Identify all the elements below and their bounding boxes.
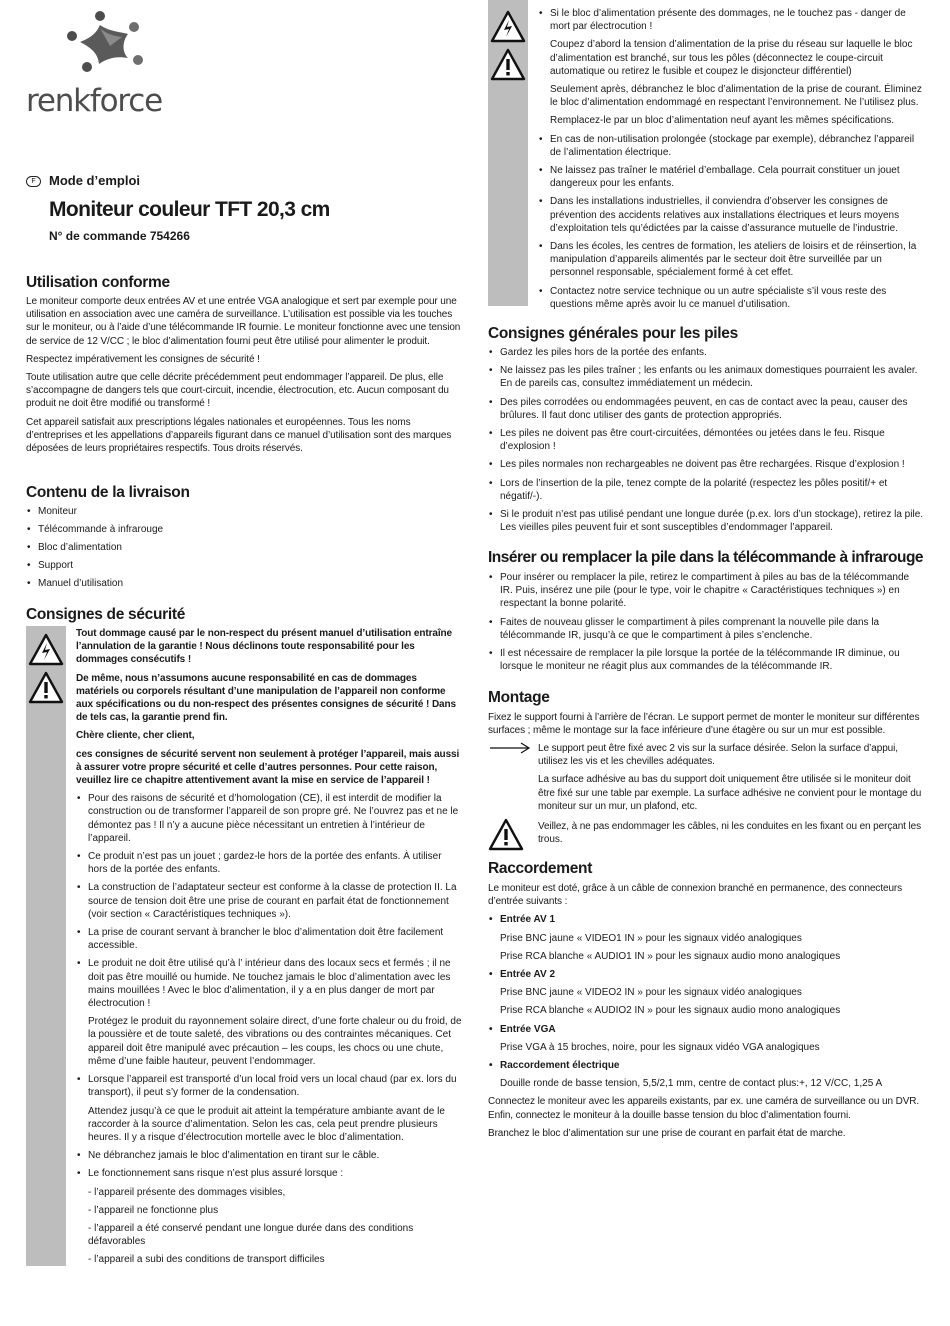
list-item: • Ne laissez pas traîner le matériel d’emballage. Cela pourrait constituer un jouet dangereux pour les enfants. [539, 165, 900, 190]
paragraph: Le moniteur est doté, grâce à un câble de connexion branché en permanence, des connecteurs d’entrée suivants : [488, 883, 903, 908]
list-item: • Entrée AV 2 [489, 969, 556, 981]
right-column [488, 0, 924, 1326]
list-item: • Entrée AV 1 [489, 914, 556, 926]
list-item: • Support [27, 560, 74, 571]
paragraph: Respectez impérativement les consignes de sécurité ! [26, 353, 260, 365]
electric-hazard-icon [490, 9, 526, 45]
paragraph: De même, nous n’assumons aucune responsabilité en cas de dommages matériels ou corporels résultant d’une manipulation de l’appareil non conforme aux spécifications ou du non-respect des présentes consignes de sécurité ! Dans de tels cas, la garantie prend fin. [76, 672, 456, 724]
section-title-safety: Consignes de sécurité [26, 606, 186, 623]
mounting-warning [538, 820, 924, 851]
paragraph: La surface adhésive au bas du support doit uniquement être utilisée si le moniteur doit être fixé sur une table par exemple. La surface adhésive ne convient pour le montage du moniteur sur un mur, un plafond, etc. [538, 774, 922, 812]
list-item: • Télécommande à infrarouge [27, 524, 164, 535]
paragraph: Seulement après, débranchez le bloc d’alimentation de la prise de courant. Éliminez le bloc d’alimentation endommagé en respectant l’environnement. Ne l’utilisez plus. [550, 84, 922, 109]
dash-item: - l’appareil présente des dommages visibles, [88, 1186, 286, 1198]
section-title-insert-battery: Insérer ou remplacer la pile dans la télécommande à infrarouge [488, 549, 924, 566]
list-item: • Lorsque l’appareil est transporté d’un local froid vers un local chaud (par ex. lors du transport), il peut s’y former de la condensation. [77, 1074, 457, 1099]
paragraph: Fixez le support fourni à l’arrière de l’écran. Le support permet de monter le moniteur sur différentes surfaces ; même le montage sur la face inférieure d’une étagère ou sur un mur est possible. [488, 712, 920, 737]
safety-section-continued [538, 7, 924, 316]
section-title-mounting: Montage [488, 689, 550, 706]
list-item: • Ne laissez pas les piles traîner ; les enfants ou les animaux domestiques pourraient les avaler. En de pareils cas, consultez immédiatement un médecin. [489, 365, 918, 390]
list-item: • Pour insérer ou remplacer la pile, retirez le compartiment à piles au bas de la télécommande IR. Puis, insérez une pile (pour le type, voir le chapitre « Caractéristiques techniques ») en respectant la bonne polarité. [489, 572, 910, 610]
paragraph: Le support peut être fixé avec 2 vis sur la surface désirée. Selon la surface d’appui, utilisez les vis et les chevilles adéquates. [538, 743, 898, 768]
paragraph: Coupez d’abord la tension d’alimentation de la prise du réseau sur laquelle le bloc d’alimentation est branché, sur tous les pôles (déconnectez le coupe-circuit automatique ou retirez le fusible et coupez le disjoncteur différentiel) [550, 39, 913, 77]
paragraph: Toute utilisation autre que celle décrite précédemment peut endommager l’appareil. De plus, elle s’accompagne de dangers tels que court-circuit, incendie, électrocution, etc. Aucun composant du produit ne doit être modifié ou transformé ! [26, 372, 449, 410]
list-item: • Entrée VGA [489, 1023, 556, 1035]
section-title-delivery: Contenu de la livraison [26, 484, 190, 501]
paragraph: Prise VGA à 15 broches, noire, pour les signaux vidéo VGA analogiques [500, 1041, 820, 1053]
list-item: • Les piles ne doivent pas être court-circuitées, démontées ou jetées dans le feu. Risque d’explosion ! [489, 428, 885, 453]
renkforce-logo [26, 6, 196, 124]
list-item: • Pour des raisons de sécurité et d’homologation (CE), il est interdit de modifier la construction ou de transformer l’appareil de son propre gré. Ne l’ouvrez pas et ne le démontez pas ! Il n’y a aucune pièce nécessitant un entretien à l’intérieur de l’appareil. [77, 793, 459, 844]
list-item: • Il est nécessaire de remplacer la pile lorsque la portée de la télécommande IR diminue, ou lorsque le moniteur ne réagit plus aux commandes de la télécommande IR. [489, 648, 900, 673]
language-badge: F [26, 176, 41, 187]
list-item: • Ce produit n’est pas un jouet ; gardez-le hors de la portée des enfants. À utiliser hors de la portée des enfants. [77, 851, 442, 876]
paragraph: Prise RCA blanche « AUDIO1 IN » pour les signaux audio mono analogiques [500, 950, 841, 962]
list-item: • Des piles corrodées ou endommagées peuvent, en cas de contact avec la peau, causer des brûlures. Il faut donc utiliser des gants de protection appropriés. [489, 396, 908, 421]
safety-sidebar [26, 626, 66, 1266]
connection-section [488, 882, 924, 1145]
list-item: • La construction de l’adaptateur secteur est conforme à la classe de protection II. La source de tension doit être une prise de courant en parfait état de fonctionnement (voir section « Caractéristiques techniques »). [77, 882, 457, 920]
paragraph: Remplacez-le par un bloc d’alimentation neuf ayant les mêmes spécifications. [550, 115, 895, 127]
list-item: • Le produit ne doit être utilisé qu’à l’ intérieur dans des locaux secs et fermés ; il ne doit pas être mouillé ou humide. Ne touchez jamais le bloc d’alimentation avec les mains mouillées ! Avec le bloc d’alimentation, il y a en plus danger de mort par électrocution ! [77, 958, 451, 1010]
list-item: • Dans les installations industrielles, il conviendra d’observer les consignes de prévention des accidents relatives aux installations électriques et leurs moyens d’exploitation tels qu’édictées par la caisse d’assurance mutuelle de l’industrie. [539, 196, 900, 234]
list-item: • Manuel d’utilisation [27, 578, 124, 589]
list-item: • Faites de nouveau glisser le compartiment à piles comprenant la nouvelle pile dans la télécommande IR, jusqu’à ce que le compartiment à piles s’enclenche. [489, 616, 880, 641]
paragraph: ces consignes de sécurité servent non seulement à protéger l’appareil, mais aussi à assurer votre propre sécurité et celle d’autres personnes. Pour cette raison, veuillez lire ce chapitre attentivement avant la mise en service de l’appareil ! [76, 748, 460, 787]
dash-item: - l’appareil a été conservé pendant une longue durée dans des conditions défavorables [88, 1222, 414, 1248]
list-item: • Bloc d’alimentation [27, 542, 122, 553]
mounting-section [488, 711, 924, 742]
insert-battery-section [488, 571, 924, 678]
list-item: • La prise de courant servant à brancher le bloc d’alimentation doit être facilement accessible. [77, 927, 444, 952]
arrow-right-icon [490, 742, 532, 754]
use-section [26, 295, 462, 460]
paragraph: Chère cliente, cher client, [76, 730, 195, 742]
dash-item: - l’appareil a subi des conditions de transport difficiles [88, 1254, 325, 1266]
paragraph: Prise BNC jaune « VIDEO1 IN » pour les signaux vidéo analogiques [500, 932, 802, 944]
list-item: • Ne débranchez jamais le bloc d’alimentation en tirant sur le câble. [77, 1150, 380, 1162]
safety-sidebar-continued [488, 0, 528, 306]
list-item: • Si le bloc d’alimentation présente des dommages, ne le touchez pas - danger de mort par électrocution ! [539, 8, 906, 33]
brand-wordmark: renkforce [26, 83, 162, 119]
paragraph: Prise BNC jaune « VIDEO2 IN » pour les signaux vidéo analogiques [500, 987, 802, 999]
order-number: N° de commande 754266 [49, 229, 190, 243]
delivery-list [26, 503, 462, 593]
paragraph: Protégez le produit du rayonnement solaire direct, d’une forte chaleur ou du froid, de la poussière et de toute saleté, des vibrations ou des contraintes mécaniques. Cet appareil doit être manipulé avec précaution – les coups, les chocs ou une chute, même d’une faible hauteur, peuvent l’endommager. [88, 1016, 462, 1067]
logo-star-icon [66, 6, 156, 82]
paragraph: Attendez jusqu’à ce que le produit ait atteint la température ambiante avant de le raccorder à la source d’alimentation. Selon les cas, cela peut prendre plusieurs heures. Il y a risque d’électrocution mortelle avec le bloc d’alimentation. [88, 1105, 445, 1143]
paragraph: Veillez, à ne pas endommager les câbles, ni les conduites en les fixant ou en perçant les trous. [538, 821, 922, 846]
list-item: • Dans les écoles, les centres de formation, les ateliers de loisirs et de réinsertion, la manipulation d’appareils alimentés par le secteur doit être surveillée par un personnel responsable, spécialement formé à cet effet. [539, 241, 917, 279]
mounting-notes [538, 742, 924, 818]
section-title-use: Utilisation conforme [26, 274, 170, 291]
paragraph: Cet appareil satisfait aux prescriptions légales nationales et européennes. Tous les noms d’entreprises et les appellations d’appareils figurant dans ce manuel d’utilisation sont des marques déposées de leurs propriétaires respectifs. Tous droits réservés. [26, 416, 452, 455]
left-column [26, 0, 462, 1326]
paragraph: Douille ronde de basse tension, 5,5/2,1 mm, centre de contact plus:+, 12 V/CC, 1,25 A [500, 1078, 883, 1090]
warning-icon [28, 670, 64, 706]
section-title-connection: Raccordement [488, 860, 593, 877]
paragraph: Tout dommage causé par le non-respect du présent manuel d’utilisation entraîne l’annulation de la garantie ! Nous déclinons toute responsabilité pour les dommages consécutifs ! [76, 628, 452, 666]
list-item: • Les piles normales non rechargeables ne doivent pas être rechargées. Risque d’explosion ! [489, 459, 905, 471]
list-item: • Contactez notre service technique ou un autre spécialiste s’il vous reste des questions même après avoir lu ce manuel d’utilisation. [539, 285, 887, 310]
list-item: • Si le produit n’est pas utilisé pendant une longue durée (p.ex. lors d’un stockage), retirez la pile. Les vieilles piles peuvent fuir et sont susceptibles d’endommager l’appareil. [489, 509, 924, 534]
safety-section [76, 627, 462, 1272]
warning-icon [490, 47, 526, 83]
section-title-batteries: Consignes générales pour les piles [488, 325, 738, 342]
warning-icon [488, 817, 524, 853]
page-title: Moniteur couleur TFT 20,3 cm [49, 198, 330, 221]
electric-hazard-icon [28, 632, 64, 668]
paragraph: Prise RCA blanche « AUDIO2 IN » pour les signaux audio mono analogiques [500, 1005, 841, 1017]
doc-type: Mode d’emploi [49, 173, 140, 188]
dash-item: - l’appareil ne fonctionne plus [88, 1204, 219, 1216]
paragraph: Branchez le bloc d’alimentation sur une prise de courant en parfait état de marche. [488, 1127, 846, 1139]
list-item: • En cas de non-utilisation prolongée (stockage par exemple), débranchez l’appareil de l’alimentation électrique. [539, 133, 915, 158]
list-item: • Moniteur [27, 506, 77, 517]
list-item: • Gardez les piles hors de la portée des enfants. [489, 347, 707, 358]
paragraph: Connectez le moniteur avec les appareils existants, par ex. une caméra de surveillance ou un DVR. Enfin, connectez le moniteur à la douille basse tension du bloc d’alimentation fourni. [488, 1096, 920, 1121]
list-item: • Raccordement électrique [489, 1060, 620, 1072]
battery-section [488, 346, 924, 539]
list-item: • Le fonctionnement sans risque n’est plus assuré lorsque : [77, 1168, 344, 1180]
list-item: • Lors de l’insertion de la pile, tenez compte de la polarité (respectez les pôles positif/+ et négatif/-). [489, 477, 888, 502]
paragraph: Le moniteur comporte deux entrées AV et une entrée VGA analogique et sert par exemple pour une utilisation en association avec une caméra de surveillance. L’utilisation est possible via les touches sur le moniteur, ou à l’aide d’une télécommande IR fournie. Le moniteur fonctionne avec une tension de service de 12 V/CC ; le bloc d’alimentation fourni peut être utilisé pour alimenter le produit. [26, 296, 461, 347]
